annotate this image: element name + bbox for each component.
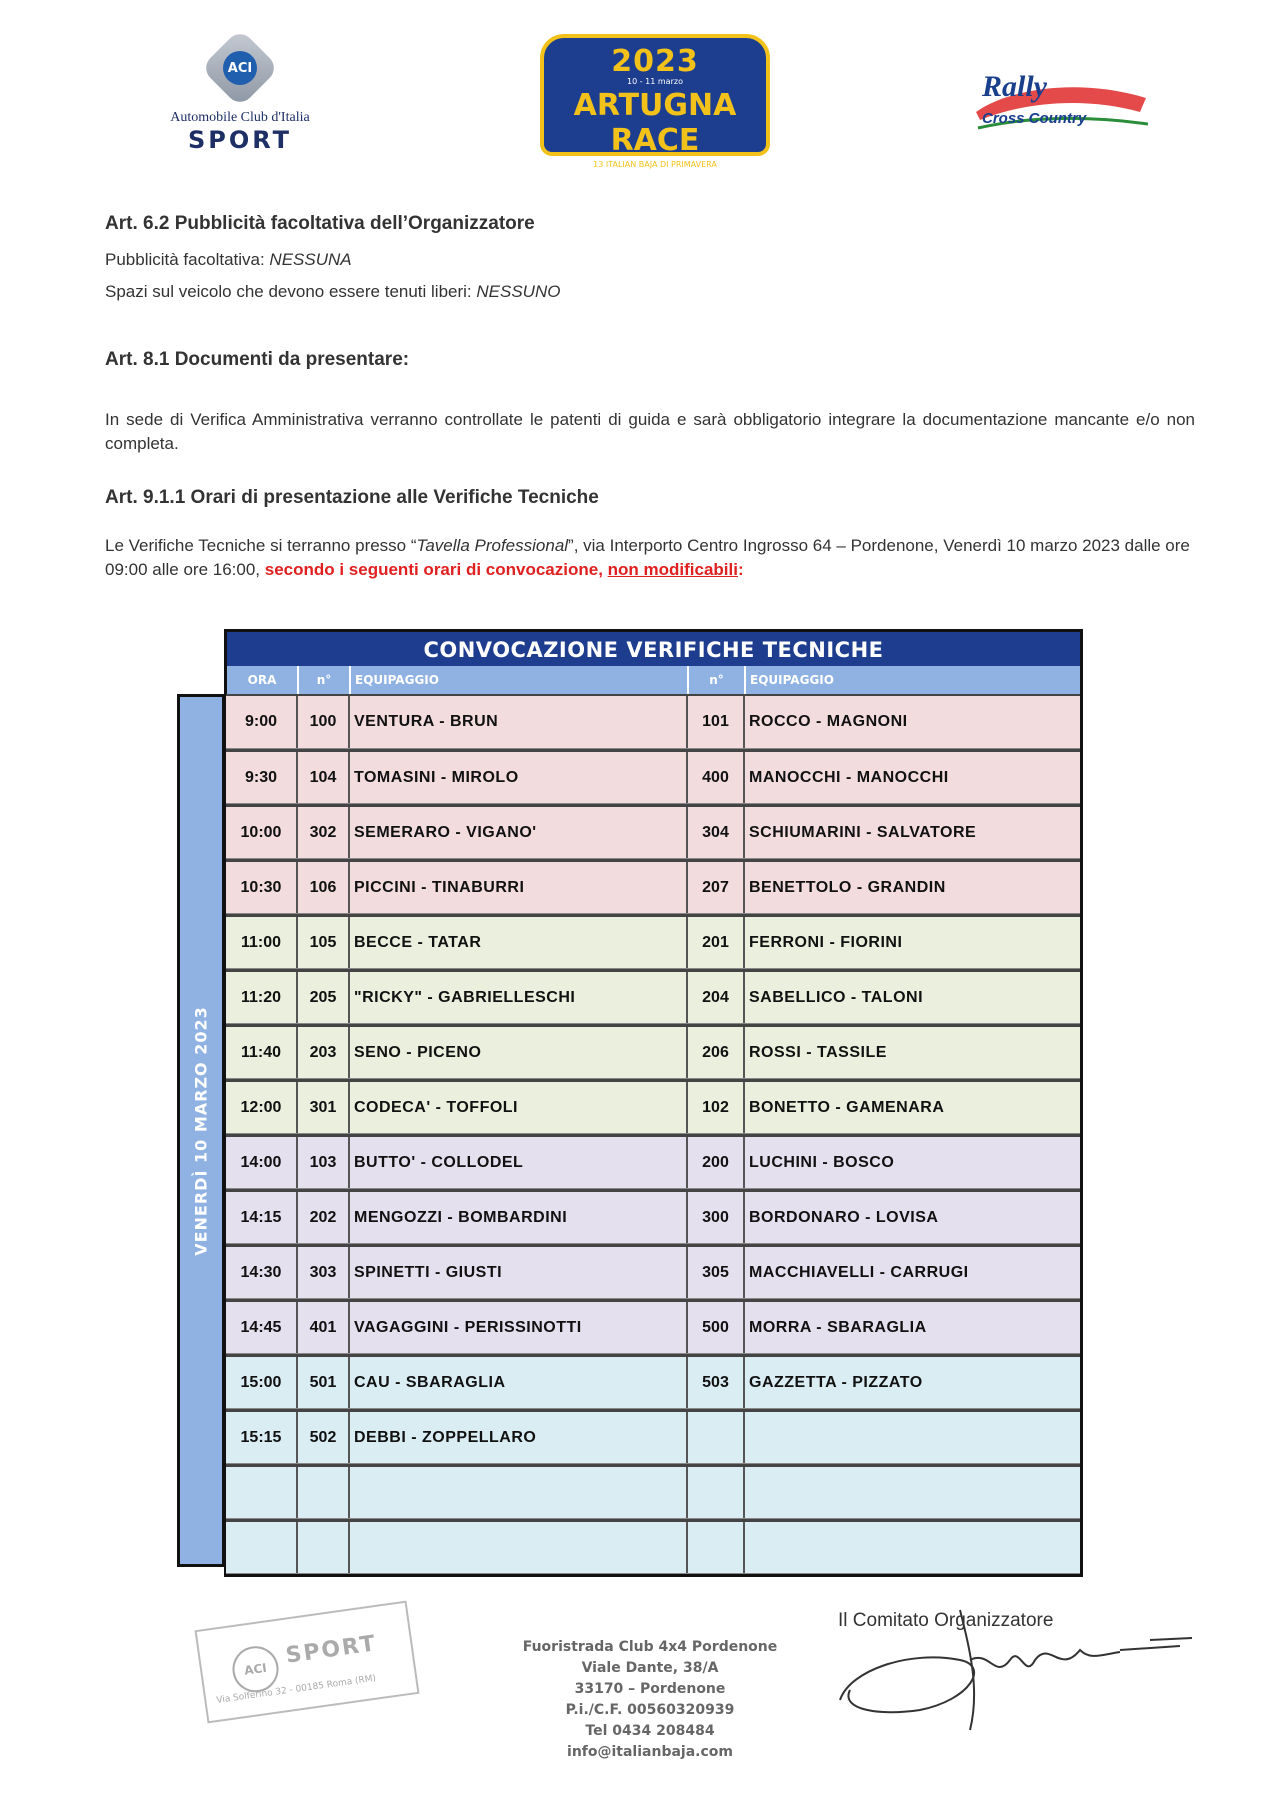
cell-equipaggio: MENGOZZI - BOMBARDINI [350, 1192, 688, 1243]
cell-equipaggio: SEMERARO - VIGANO' [350, 807, 688, 858]
cell-equipaggio: CAU - SBARAGLIA [350, 1357, 688, 1408]
cell-equipaggio: MORRA - SBARAGLIA [749, 1318, 927, 1336]
cell-number: 400 [688, 752, 745, 803]
stamp-address: Via Solferino 32 - 00185 Roma (RM) [215, 1673, 377, 1706]
cell-equipaggio: BENETTOLO - GRANDIN [749, 878, 946, 896]
stamp-sport: SPORT [284, 1631, 379, 1669]
header-equipaggio2: EQUIPAGGIO [750, 673, 834, 687]
cell-equipaggio [745, 1412, 1080, 1463]
art-6-2-line2: Spazi sul veicolo che devono essere tenuti liberi: NESSUNO [105, 282, 561, 301]
cell-ora: 10:00 [226, 807, 298, 858]
cell-number: 203 [298, 1027, 350, 1078]
race-name: ARTUGNA RACE [573, 88, 737, 158]
cell-number [688, 1522, 745, 1573]
cell-number: 304 [688, 807, 745, 858]
comitato-organizzatore: Il Comitato Organizzatore [838, 1610, 1054, 1631]
cell-equipaggio: BORDONARO - LOVISA [749, 1208, 939, 1226]
cell-equipaggio: SABELLICO - TALONI [749, 988, 924, 1006]
table-row [226, 1244, 1080, 1299]
cell-number: 501 [298, 1357, 350, 1408]
cell-number: 103 [298, 1137, 350, 1188]
cell-number [688, 1412, 745, 1463]
cell-equipaggio: VENTURA - BRUN [350, 696, 688, 748]
race-dates: 10 - 11 marzo [627, 77, 683, 86]
cell-equipaggio: FERRONI - FIORINI [749, 933, 903, 951]
table-row [226, 1299, 1080, 1354]
cell-ora: 11:00 [226, 917, 298, 968]
day-side-label: VENERDÌ 10 MARZO 2023 [177, 694, 224, 1567]
cell-ora: 15:15 [226, 1412, 298, 1463]
table-row [226, 749, 1080, 804]
art-6-2-line1: Pubblicità facoltativa: NESSUNA [105, 250, 352, 269]
aci-logo-text: Automobile Club d'Italia [170, 110, 310, 125]
cell-equipaggio: ROCCO - MAGNONI [749, 713, 908, 730]
art-8-1-heading: Art. 8.1 Documenti da presentare: [105, 349, 410, 370]
cell-equipaggio: LUCHINI - BOSCO [749, 1153, 895, 1171]
cell-equipaggio: MANOCCHI - MANOCCHI [749, 768, 949, 786]
stamp-badge-icon: ACI [230, 1643, 282, 1695]
table-body [224, 694, 1083, 1577]
cell-number: 303 [298, 1247, 350, 1298]
rally-subtitle: Cross Country [982, 110, 1087, 127]
address-line: Tel 0434 208484 [585, 1723, 715, 1739]
artugna-race-logo [540, 34, 770, 169]
cell-ora [226, 1467, 298, 1518]
table-row [226, 1354, 1080, 1409]
address-line: P.i./C.F. 00560320939 [565, 1702, 735, 1718]
cell-equipaggio [745, 1467, 1080, 1518]
cell-ora: 12:00 [226, 1082, 298, 1133]
cell-equipaggio: SPINETTI - GIUSTI [350, 1247, 688, 1298]
cell-number: 204 [688, 972, 745, 1023]
art-6-2-heading: Art. 6.2 Pubblicità facoltativa dell’Organizzatore [105, 213, 535, 234]
address-line: 33170 – Pordenone [574, 1681, 726, 1697]
cell-number: 503 [688, 1357, 745, 1408]
cell-equipaggio: BONETTO - GAMENARA [749, 1098, 945, 1116]
rally-cross-country-logo [970, 68, 1150, 136]
cell-ora: 11:40 [226, 1027, 298, 1078]
cell-number: 102 [688, 1082, 745, 1133]
art-8-1-body: In sede di Verifica Amministrativa verranno controllate le patenti di guida e sarà obbligatorio integrare la documentazione mancante e/o non completa. [105, 410, 1195, 453]
rally-word: Rally [982, 70, 1047, 103]
cell-ora: 14:00 [226, 1137, 298, 1188]
table-row [226, 1519, 1080, 1574]
table-row [226, 804, 1080, 859]
cell-ora: 15:00 [226, 1357, 298, 1408]
cell-equipaggio: SENO - PICENO [350, 1027, 688, 1078]
header-equipaggio1: EQUIPAGGIO [351, 666, 689, 694]
aci-logo-sport: SPORT [187, 126, 293, 154]
cell-equipaggio [350, 1467, 688, 1518]
race-subtitle: 13 ITALIAN BAJA DI PRIMAVERA [593, 160, 717, 169]
cell-number: 301 [298, 1082, 350, 1133]
cell-number: 206 [688, 1027, 745, 1078]
table-row [226, 1079, 1080, 1134]
cell-number: 300 [688, 1192, 745, 1243]
cell-equipaggio: MACCHIAVELLI - CARRUGI [749, 1263, 969, 1281]
cell-number: 106 [298, 862, 350, 913]
convocazione-table [224, 629, 1083, 694]
cell-equipaggio: PICCINI - TINABURRI [350, 862, 688, 913]
race-year: 2023 [611, 44, 699, 79]
table-row [226, 1409, 1080, 1464]
cell-number [298, 1467, 350, 1518]
cell-equipaggio: BECCE - TATAR [350, 917, 688, 968]
cell-number: 205 [298, 972, 350, 1023]
cell-number: 200 [688, 1137, 745, 1188]
cell-equipaggio: GAZZETTA - PIZZATO [749, 1373, 923, 1391]
cell-number: 207 [688, 862, 745, 913]
cell-equipaggio: BUTTO' - COLLODEL [350, 1137, 688, 1188]
cell-equipaggio: DEBBI - ZOPPELLARO [350, 1412, 688, 1463]
cell-number: 101 [688, 696, 745, 748]
art-6-2-value2: NESSUNO [476, 282, 561, 301]
cell-number: 104 [298, 752, 350, 803]
aci-sport-stamp [195, 1601, 420, 1724]
cell-equipaggio: ROSSI - TASSILE [749, 1043, 887, 1061]
organizer-address [520, 1637, 780, 1763]
aci-sport-logo [160, 40, 320, 154]
table-row [226, 969, 1080, 1024]
table-row [226, 694, 1080, 749]
table-row [226, 1189, 1080, 1244]
cell-equipaggio: "RICKY" - GABRIELLESCHI [350, 972, 688, 1023]
table-header [224, 666, 1083, 694]
cell-ora: 14:15 [226, 1192, 298, 1243]
cell-number [688, 1467, 745, 1518]
address-line: Viale Dante, 38/A [581, 1660, 719, 1676]
aci-badge-icon: ACI [200, 28, 279, 107]
cell-ora: 14:30 [226, 1247, 298, 1298]
header-n1: n° [299, 666, 351, 694]
address-line: info@italianbaja.com [567, 1744, 733, 1760]
cell-ora: 9:30 [226, 752, 298, 803]
cell-equipaggio: VAGAGGINI - PERISSINOTTI [350, 1302, 688, 1353]
cell-number: 305 [688, 1247, 745, 1298]
cell-ora: 10:30 [226, 862, 298, 913]
cell-equipaggio: SCHIUMARINI - SALVATORE [749, 823, 977, 841]
cell-equipaggio [350, 1522, 688, 1573]
table-row [226, 1134, 1080, 1189]
table-row [226, 859, 1080, 914]
cell-ora: 14:45 [226, 1302, 298, 1353]
cell-equipaggio [745, 1522, 1080, 1573]
cell-ora [226, 1522, 298, 1573]
cell-number: 105 [298, 917, 350, 968]
cell-number [298, 1522, 350, 1573]
cell-number: 302 [298, 807, 350, 858]
cell-number: 500 [688, 1302, 745, 1353]
cell-ora: 11:20 [226, 972, 298, 1023]
art-6-2-value1: NESSUNA [269, 250, 352, 269]
table-row [226, 1464, 1080, 1519]
cell-number: 100 [298, 696, 350, 748]
cell-equipaggio: TOMASINI - MIROLO [350, 752, 688, 803]
cell-number: 202 [298, 1192, 350, 1243]
art-9-1-1-body: Le Verifiche Tecniche si terranno presso “Tavella Professional”, via Interporto Centro Ingrosso 64 – Pordenone, Venerdì 10 marzo 2023 dalle ore 09:00 alle ore 16:00, secondo i seguenti orari di convocazione, non modificabili: [105, 536, 1190, 579]
cell-number: 201 [688, 917, 745, 968]
cell-ora: 9:00 [226, 696, 298, 748]
signature-icon [820, 1590, 1200, 1750]
art-9-1-1-heading: Art. 9.1.1 Orari di presentazione alle Verifiche Tecniche [105, 487, 599, 508]
cell-number: 401 [298, 1302, 350, 1353]
cell-equipaggio: CODECA' - TOFFOLI [350, 1082, 688, 1133]
address-line: Fuoristrada Club 4x4 Pordenone [522, 1639, 778, 1655]
table-title: CONVOCAZIONE VERIFICHE TECNICHE [224, 629, 1083, 666]
table-row [226, 914, 1080, 969]
table-row [226, 1024, 1080, 1079]
header-ora: ORA [227, 666, 299, 694]
header-n2: n° [689, 666, 746, 694]
cell-number: 502 [298, 1412, 350, 1463]
